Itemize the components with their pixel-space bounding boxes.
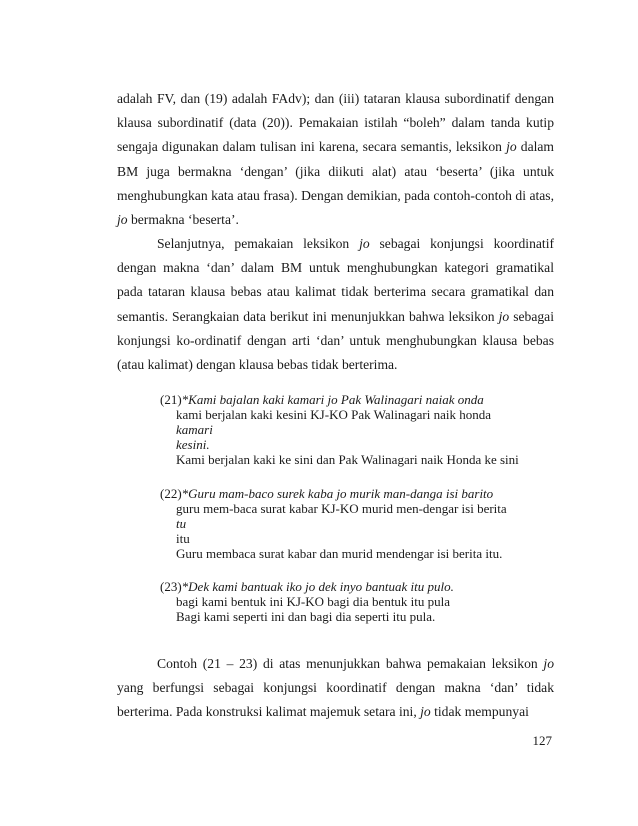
paragraph-1-text-e: bermakna ‘beserta’.	[127, 212, 239, 228]
paragraph-1-text-a: adalah FV, dan (19) adalah FAdv); dan (iii) tataran klausa subordinatif dengan klausa subordinatif (data (20)). Pemakaian istilah “boleh” dalam tanda kutip sengaja digunakan dalam tulisan ini karena, secara semantis, leksikon	[117, 91, 554, 155]
paragraph-3-italic-jo-1: jo	[543, 656, 554, 671]
example-22-number: (22)	[160, 486, 182, 501]
example-21-source	[160, 392, 560, 407]
paragraph-2-italic-jo-1: jo	[359, 236, 370, 251]
paragraph-1-italic-jo-1: jo	[506, 139, 517, 155]
paragraph-1-italic-jo-2: jo	[117, 212, 128, 228]
example-21-number: (21)	[160, 392, 182, 407]
example-22	[160, 486, 560, 561]
paragraph-3-text-e: tidak mempunyai	[430, 704, 529, 720]
paragraph-3-text-a: Contoh (21 – 23) di atas menunjukkan bahwa pemakaian leksikon	[157, 656, 544, 671]
paragraph-1	[117, 87, 554, 232]
example-22-source-text: *Guru mam-baco surek kaba jo murik man-danga isi barito	[181, 486, 494, 501]
paragraph-2-text-e: sebagai konjungsi ko-ordinatif dengan arti ‘dan’ untuk menghubungkan klausa bebas (atau kalimat) dengan klausa bebas tidak berterima.	[117, 308, 554, 373]
example-21	[160, 392, 560, 467]
example-21-translation: Kami berjalan kaki ke sini dan Pak Walinagari naik Honda ke sini	[176, 452, 519, 467]
paragraph-2	[117, 232, 554, 377]
example-21-gloss: kami berjalan kaki kesini KJ-KO Pak Walinagari naik honda	[176, 407, 491, 422]
example-22-wrap-1: tu	[176, 516, 187, 531]
page-number: 127	[532, 733, 552, 748]
paragraph-1-text-c: dalam BM juga bermakna ‘dengan’ (jika diikuti alat) atau ‘beserta’ (jika untuk menghubungkan kata atau frasa). Dengan demikian, pada contoh-contoh di atas,	[117, 139, 554, 203]
example-22-wrap-2: itu	[176, 531, 190, 546]
example-22-source	[160, 486, 560, 501]
example-23-number: (23)	[160, 579, 182, 594]
paragraph-3	[117, 652, 554, 725]
paragraph-3-italic-jo-2: jo	[420, 704, 431, 720]
paragraph-2-text-a: Selanjutnya, pemakaian leksikon	[157, 236, 360, 251]
paragraph-2-italic-jo-2: jo	[498, 308, 510, 324]
paragraph-2-text-c: sebagai konjungsi koordinatif dengan makna ‘dan’ dalam BM untuk menghubungkan kategori gramatikal pada tataran klausa bebas atau kalimat tidak berterima secara gramatikal dan semantis. Serangkaian data berikut ini menunjukkan bahwa leksikon	[117, 236, 554, 324]
example-21-wrap-1: kamari	[176, 422, 213, 437]
example-23-source-text: *Dek kami bantuak iko jo dek inyo bantuak itu pulo.	[181, 579, 454, 594]
example-23-source	[160, 579, 560, 594]
example-23-translation: Bagi kami seperti ini dan bagi dia seperti itu pula.	[176, 609, 436, 624]
example-21-wrap-2: kesini.	[176, 437, 210, 452]
example-23	[160, 579, 560, 624]
example-22-translation: Guru membaca surat kabar dan murid mendengar isi berita itu.	[176, 546, 503, 561]
example-22-gloss: guru mem-baca surat kabar KJ-KO murid men-dengar isi berita	[176, 501, 507, 516]
example-23-gloss: bagi kami bentuk ini KJ-KO bagi dia bentuk itu pula	[176, 594, 451, 609]
example-21-source-text: *Kami bajalan kaki kamari jo Pak Walinagari naiak onda	[181, 392, 484, 407]
paragraph-3-text-c: yang berfungsi sebagai konjungsi koordinatif dengan makna ‘dan’ tidak berterima. Pada konstruksi kalimat majemuk setara ini,	[117, 680, 554, 720]
